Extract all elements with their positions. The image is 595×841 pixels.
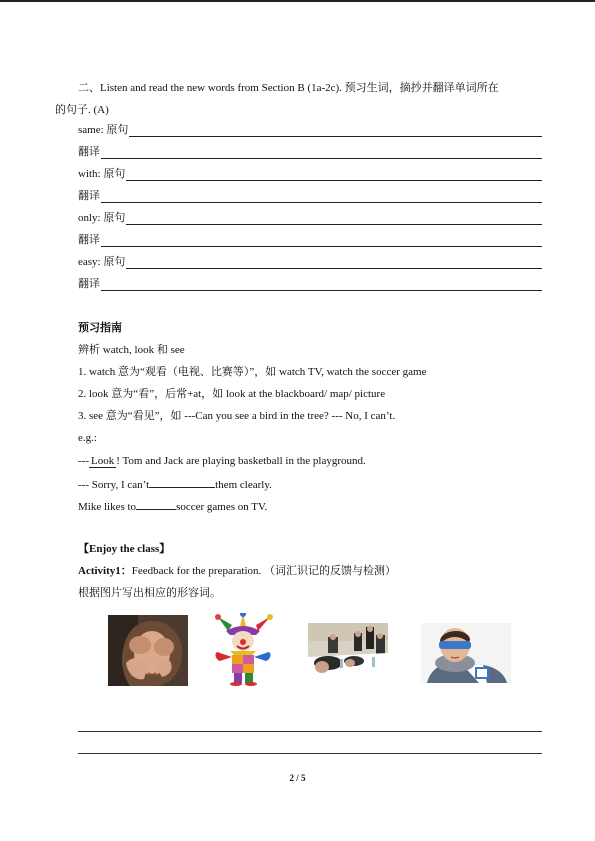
- page-number: 2 / 5: [289, 773, 306, 783]
- word-row-label: with: 原句: [78, 168, 126, 180]
- clown-icon: [212, 613, 274, 686]
- clown-illustration: [212, 613, 274, 686]
- activity-1-line: [78, 564, 396, 578]
- word-row-label: same: 原句: [78, 124, 129, 136]
- word-row-easy[interactable]: [78, 255, 542, 269]
- activity-label: Activity1：: [78, 565, 132, 577]
- activity-text: Feedback for the preparation. （词汇识记的反馈与检测）: [131, 565, 397, 577]
- word-row-with-translation[interactable]: [78, 189, 542, 203]
- example-sentence-1: [78, 454, 366, 468]
- example-rest: ! Tom and Jack are playing basketball in the playground.: [116, 455, 366, 467]
- word-row-label: 翻译: [78, 234, 100, 246]
- word-row-with[interactable]: [78, 167, 542, 181]
- answer-line[interactable]: [101, 147, 542, 159]
- sleeping-meeting-photo: [308, 623, 388, 682]
- answer-line[interactable]: [101, 235, 542, 247]
- sleeping-man-photo: [421, 623, 511, 683]
- example-sentence-2: [78, 476, 272, 492]
- guide-point-watch: 1. watch 意为“观看（电视、比赛等）”，如 watch TV, watch the soccer game: [78, 366, 427, 378]
- word-row-same-translation[interactable]: [78, 145, 542, 159]
- page-top-border: [0, 0, 595, 2]
- example-rest: them clearly.: [215, 479, 272, 491]
- answer-line[interactable]: [126, 213, 542, 225]
- guide-point-look: 2. look 意为“看”，后常+at，如 look at the blackboard/ map/ picture: [78, 388, 386, 400]
- example-blank[interactable]: [136, 498, 176, 510]
- enjoy-class-title: 【Enjoy the class】: [78, 543, 171, 555]
- answer-line-2[interactable]: [78, 753, 542, 754]
- answer-line[interactable]: [101, 279, 542, 291]
- word-row-label: 翻译: [78, 278, 100, 290]
- guide-subtitle: 辨析 watch, look 和 see: [78, 344, 185, 356]
- meeting-icon: [308, 623, 388, 682]
- example-answer: Look: [91, 455, 115, 467]
- guide-eg-label: e.g.:: [78, 432, 97, 444]
- crying-woman-icon: [108, 615, 188, 686]
- example-prefix: Mike likes to: [78, 501, 137, 513]
- example-sentence-3: [78, 498, 267, 514]
- word-row-label: easy: 原句: [78, 256, 126, 268]
- example-prefix: ---: [78, 455, 89, 467]
- word-row-label: 翻译: [78, 190, 100, 202]
- answer-line[interactable]: [126, 169, 542, 181]
- answer-line[interactable]: [129, 125, 542, 137]
- sleeping-man-icon: [421, 623, 511, 683]
- word-row-only-translation[interactable]: [78, 233, 542, 247]
- answer-line[interactable]: [101, 191, 542, 203]
- example-blank[interactable]: [149, 476, 215, 488]
- answer-line[interactable]: [126, 257, 542, 269]
- answer-line-1[interactable]: [78, 731, 542, 732]
- example-rest: soccer games on TV.: [176, 501, 268, 513]
- section-heading-line1: 二、Listen and read the new words from Section B (1a-2c). 预习生词，摘抄并翻译单词所在: [78, 82, 499, 94]
- example-prefix: --- Sorry, I can’t: [78, 479, 150, 491]
- word-row-only[interactable]: [78, 211, 542, 225]
- word-row-easy-translation[interactable]: [78, 277, 542, 291]
- word-row-label: 翻译: [78, 146, 100, 158]
- activity-instruction: 根据图片写出相应的形容词。: [78, 587, 221, 599]
- word-row-label: only: 原句: [78, 212, 126, 224]
- guide-title: 预习指南: [78, 322, 122, 334]
- crying-woman-photo: [108, 615, 188, 686]
- word-row-same[interactable]: [78, 123, 542, 137]
- guide-point-see: 3. see 意为“看见”，如 ---Can you see a bird in the tree? --- No, I can’t.: [78, 410, 396, 422]
- section-heading-line2: 的句子. (A): [55, 104, 109, 116]
